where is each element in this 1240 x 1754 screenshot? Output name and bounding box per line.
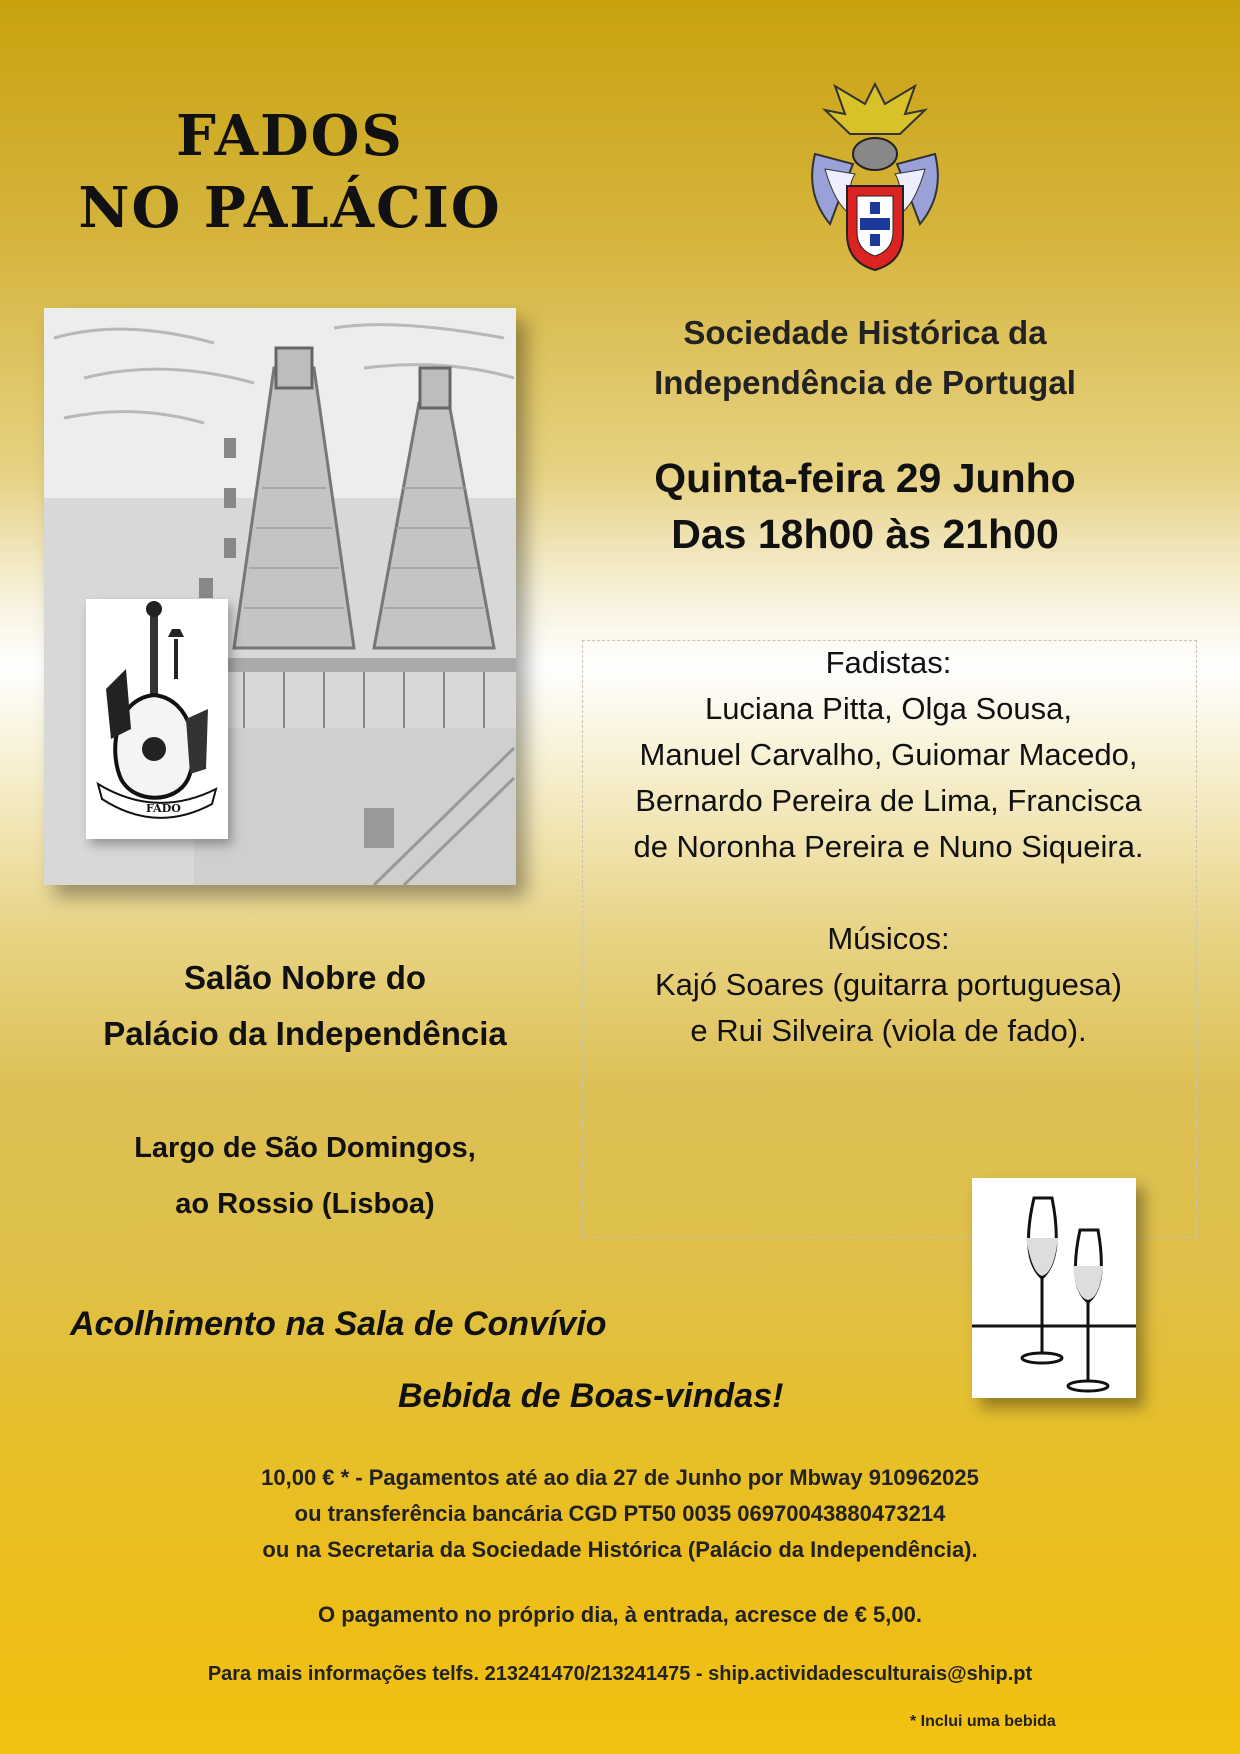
venue-name: [60, 950, 550, 1062]
organization-name: [600, 308, 1130, 408]
venue-address: [60, 1120, 550, 1232]
payment-surcharge: O pagamento no próprio dia, à entrada, acresce de € 5,00.: [318, 1602, 922, 1627]
payment-line-1: 10,00 € * - Pagamentos até ao dia 27 de Junho por Mbway 910962025: [261, 1465, 979, 1490]
coat-of-arms-icon: [795, 74, 955, 274]
fadistas-line-3: Bernardo Pereira de Lima, Francisca: [635, 783, 1142, 818]
wine-glasses-icon: [972, 1178, 1136, 1398]
address-line-2: ao Rossio (Lisboa): [175, 1188, 435, 1220]
fadistas-line-2: Manuel Carvalho, Guiomar Macedo,: [639, 737, 1138, 772]
event-time: Das 18h00 às 21h00: [671, 511, 1059, 557]
title-line-1: FADOS: [176, 103, 404, 169]
organization-line-2: Independência de Portugal: [654, 364, 1076, 401]
musicos-line-1: Kajó Soares (guitarra portuguesa): [655, 967, 1122, 1002]
address-line-1: Largo de São Domingos,: [134, 1132, 476, 1164]
fadistas-line-4: de Noronha Pereira e Nuno Siqueira.: [633, 829, 1144, 864]
event-datetime: [585, 450, 1145, 562]
payment-line-2: ou transferência bancária CGD PT50 0035 06970043880473214: [294, 1501, 946, 1526]
portuguese-guitar-icon: [86, 599, 228, 839]
venue-line-1: Salão Nobre do: [183, 959, 427, 996]
palace-towers-illustration: [44, 308, 516, 885]
venue-line-2: Palácio da Independência: [103, 1015, 507, 1052]
organization-line-1: Sociedade Histórica da: [683, 314, 1047, 351]
payment-info: [0, 1460, 1240, 1568]
payment-line-3: ou na Secretaria da Sociedade Histórica (Palácio da Independência).: [262, 1537, 978, 1562]
poster-title: [40, 100, 540, 244]
title-line-2: NO PALÁCIO: [78, 175, 502, 241]
musicos-line-2: e Rui Silveira (viola de fado).: [690, 1013, 1087, 1048]
fadistas-line-1: Luciana Pitta, Olga Sousa,: [704, 691, 1073, 726]
contact-info: Para mais informações telfs. 213241470/213241475 - ship.actividadesculturais@ship.pt: [207, 1663, 1033, 1685]
welcome-line-1: Acolhimento na Sala de Convívio: [70, 1305, 607, 1343]
guitar-ribbon-text: FADO: [146, 802, 181, 815]
performers-list: [582, 640, 1195, 1054]
event-date: Quinta-feira 29 Junho: [654, 455, 1076, 501]
musicos-label: Músicos:: [827, 921, 950, 956]
fadistas-label: Fadistas:: [825, 645, 952, 680]
welcome-line-2: Bebida de Boas-vindas!: [398, 1377, 784, 1415]
footnote: * Inclui uma bebida: [910, 1713, 1056, 1730]
